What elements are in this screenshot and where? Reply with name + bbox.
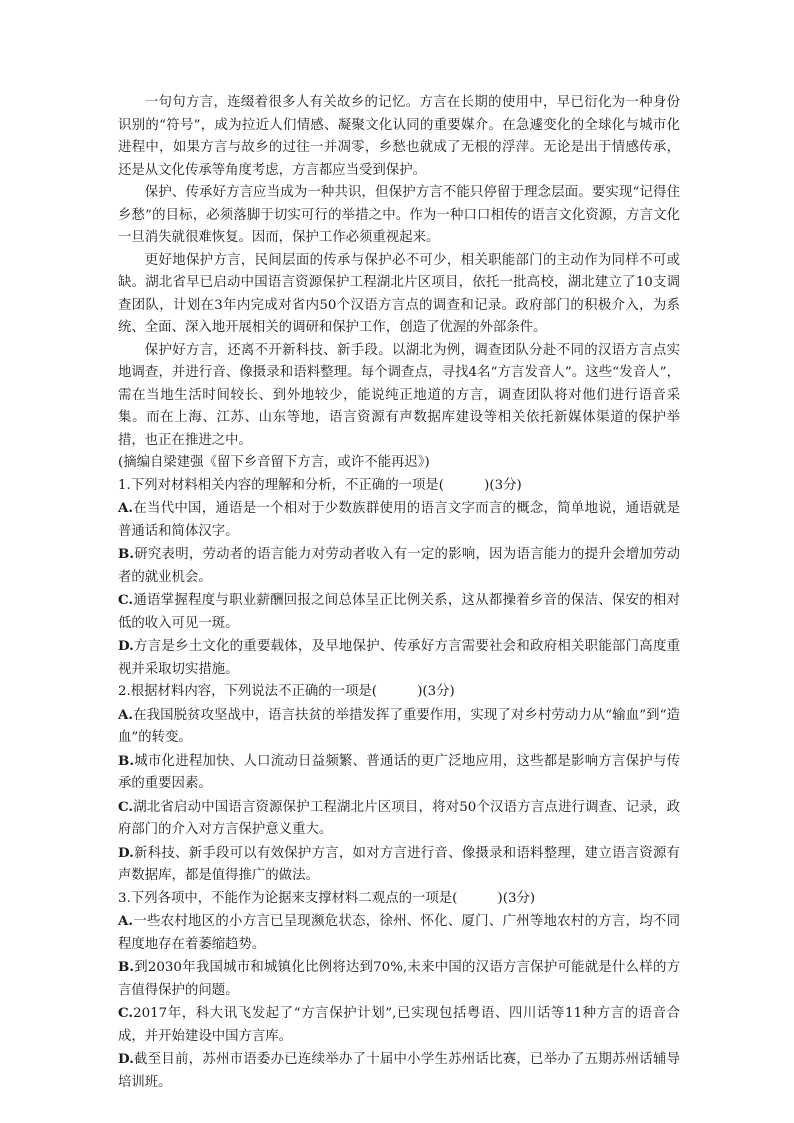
option-text: 新科技、新手段可以有效保护方言，如对方言进行音、像摄录和语料整理，建立语言资源有声数据库，都是值得推广的做法。 [118,845,680,883]
option-label: C. [118,798,134,815]
option-label: C. [118,592,134,608]
option-text: 在当代中国，通语是一个相对于少数族群使用的语言文字而言的概念，简单地说，通语就是普通话和简体汉字。 [118,501,680,539]
option-text: 一些农村地区的小方言已呈现濒危状态，徐州、怀化、厦门、广州等地农村的方言，均不同程度地存在着萎缩趋势。 [118,914,680,952]
option-a[interactable] [118,910,680,956]
option-label: C. [118,1005,134,1021]
passage-paragraph-2: 保护、传承好方言应当成为一种共识，但保护方言不能只停留于理念层面。要实现“记得住乡愁”的目标，必须落脚于切实可行的举措之中。作为一种口口相传的语言文化资源，方言文化一旦消失就很难恢复。因而，保护工作必须重视起来。 [118,185,680,245]
passage-source: (摘编自梁建强《留下乡音留下方言，或许不能再迟》) [118,455,430,470]
question-3 [118,888,680,1095]
option-a[interactable] [118,497,680,543]
option-label: A. [118,706,134,723]
option-text: 在我国脱贫攻坚战中，语言扶贫的举措发挥了重要作用，实现了对乡村劳动力从“输血”到“造血”的转变。 [118,707,680,745]
option-c[interactable] [118,589,680,635]
option-d[interactable] [118,635,680,681]
option-text: 通语掌握程度与职业薪酬回报之间总体呈正比例关系，这从都操着乡音的保洁、保安的相对低的收入可见一斑。 [118,593,680,631]
option-d[interactable] [118,842,680,888]
option-label: D. [118,844,134,861]
option-c[interactable] [118,1002,680,1048]
option-label: D. [118,638,134,654]
question-2 [118,681,680,888]
option-a[interactable] [118,704,680,750]
option-b[interactable] [118,543,680,589]
question-stem: 3.下列各项中，不能作为论据来支撑材料二观点的一项是( )(3分) [118,890,536,906]
option-text: 到2030年我国城市和城镇化比例将达到70%,未来中国的汉语方言保护可能就是什么样的方言值得保护的问题。 [118,960,680,998]
option-text: 城市化进程加快、人口流动日益频繁、普通话的更广泛地应用，这些都是影响方言保护与传承的重要因素。 [118,753,680,791]
option-label: A. [118,500,134,516]
option-text: 方言是乡土文化的重要载体，及早地保护、传承好方言需要社会和政府相关职能部门高度重视并采取切实措施。 [118,639,680,677]
document-page [118,92,680,1094]
option-label: B. [118,546,134,562]
option-label: A. [118,913,134,929]
option-label: D. [118,1051,134,1067]
option-d[interactable] [118,1048,680,1094]
passage-paragraph-4: 保护好方言，还离不开新科技、新手段。以湖北为例，调查团队分赴不同的汉语方言点实地调查，并进行音、像摄录和语料整理。每个调查点，寻找4名“方言发音人”。这些“发音人”，需在当地生活时间较长、到外地较少，能说纯正地道的方言，调查团队将对他们进行语音采集。而在上海、江苏、山东等地，语言资源有声数据库建设等相关依托新媒体渠道的保护举措，也正在推进之中。 [118,342,680,448]
option-c[interactable] [118,796,680,842]
question-stem: 1.下列对材料相关内容的理解和分析，不正确的一项是( )(3分) [118,477,522,493]
option-text: 研究表明，劳动者的语言能力对劳动者收入有一定的影响，因为语言能力的提升会增加劳动者的就业机会。 [118,547,680,585]
passage-paragraph-1: 一句句方言，连缀着很多人有关故乡的记忆。方言在长期的使用中，早已衍化为一种身份识别的“符号”，成为拉近人们情感、凝聚文化认同的重要媒介。在急遽变化的全球化与城市化进程中，如果方言与故乡的过往一并凋零，乡愁也就成了无根的浮萍。无论是出于情感传承，还是从文化传承等角度考虑，方言都应当受到保护。 [118,95,680,178]
passage-paragraph-3: 更好地保护方言，民间层面的传承与保护必不可少，相关职能部门的主动作为同样不可或缺。湖北省早已启动中国语言资源保护工程湖北片区项目，依托一批高校，湖北建立了10支调查团队，计划在3年内完成对省内50个汉语方言点的调查和记录。政府部门的积极介入，为系统、全面、深入地开展相关的调研和保护工作，创造了优渥的外部条件。 [118,252,680,335]
question-stem: 2.根据材料内容，下列说法不正确的一项是( )(3分) [118,684,455,699]
option-label: B. [118,959,134,975]
option-text: 截至目前，苏州市语委办已连续举办了十届中小学生苏州话比赛，已举办了五期苏州话辅导培训班。 [118,1052,680,1090]
option-text: 湖北省启动中国语言资源保护工程湖北片区项目，将对50个汉语方言点进行调查、记录，政府部门的介入对方言保护意义重大。 [118,799,680,837]
option-label: B. [118,752,134,769]
question-1 [118,475,680,682]
option-text: 2017年，科大讯飞发起了“方言保护计划”,已实现包括粤语、四川话等11种方言的语音合成，并开始建设中国方言库。 [118,1006,680,1044]
option-b[interactable] [118,956,680,1002]
option-b[interactable] [118,750,680,796]
